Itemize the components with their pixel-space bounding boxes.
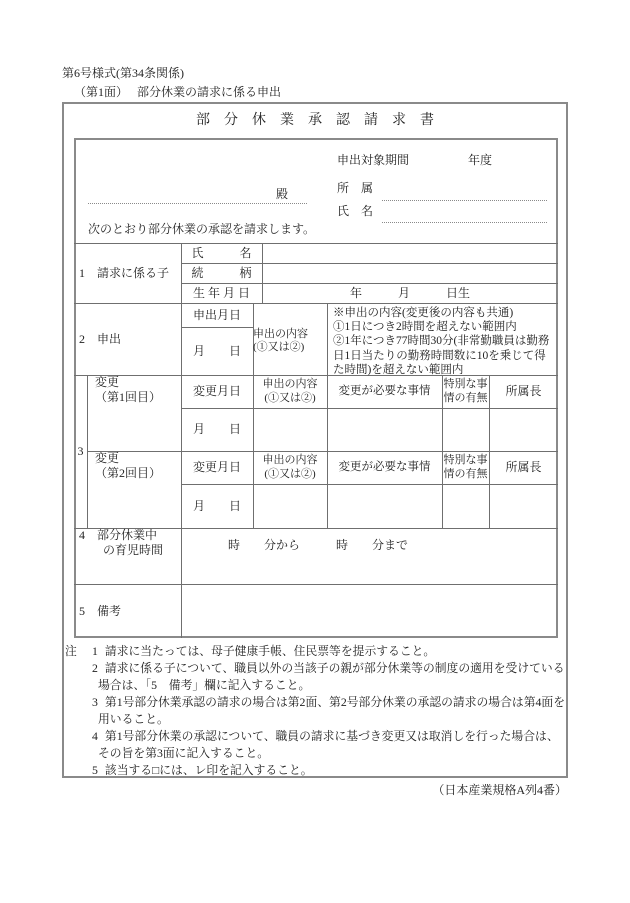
change1-content-line2: (①又は②) <box>264 391 316 404</box>
affiliation-write-line <box>382 199 547 201</box>
row3-change2-label <box>87 451 181 528</box>
note-item <box>65 660 567 694</box>
row2-limits-note <box>327 303 558 375</box>
change1-label-line2: （第1回目） <box>95 390 162 404</box>
note-number: 3 <box>92 695 98 709</box>
change2-label-line2: （第2回目） <box>95 466 162 480</box>
limits-note-line3: ②1年につき77時間30分(非常勤職員は勤務日1日当たりの勤務時間数に10を乗じて得た時間)を超えない範囲内 <box>333 335 550 376</box>
note-number: 2 <box>92 661 98 675</box>
note-item <box>65 643 567 660</box>
change2-content-line2: (①又は②) <box>264 467 316 480</box>
change2-approver-header: 所属長 <box>505 460 542 474</box>
limits-note-line2: ①1日につき2時間を超えない範囲内 <box>333 321 517 334</box>
notes-heading: 注 <box>65 644 77 658</box>
note-text: 請求に係る子について、職員以外の当該子の親が部分休業等の制度の適用を受けている場合は、「5 備考」欄に記入すること。 <box>98 661 565 692</box>
note-item <box>65 694 567 728</box>
change1-reason-header: 変更が必要な事情 <box>338 384 431 397</box>
addressee-suffix: 殿 <box>276 187 289 201</box>
addressee-write-line <box>88 202 307 204</box>
row2-application-date-header: 申出月日 <box>192 307 241 322</box>
change2-label-line1: 変更 <box>95 451 120 465</box>
row1-relationship-label: 続 柄 <box>191 265 252 280</box>
note-number: 5 <box>92 763 98 777</box>
note-text: 該当する□には、レ印を記入すること。 <box>104 763 313 777</box>
change2-content-header <box>253 451 327 484</box>
form-title: 部 分 休 業 承 認 請 求 書 <box>196 112 434 128</box>
note-text: 請求に当たっては、母子健康手帳、住民票等を提示すること。 <box>104 644 436 658</box>
target-period-label: 申出対象期間 <box>337 153 410 167</box>
affiliation-label: 所 属 <box>337 181 374 195</box>
change1-special-header <box>442 375 489 408</box>
change1-content-header <box>253 375 327 408</box>
change2-date-header: 変更月日 <box>192 460 241 474</box>
row1-birthdate-placeholder: 年 月 日生 <box>349 285 470 300</box>
change1-approver-header: 所属長 <box>505 384 542 398</box>
change2-special-header <box>442 451 489 484</box>
row2-label: 2 申出 <box>79 331 122 346</box>
row2-content-header-line2: (①又は②) <box>253 341 305 353</box>
change2-reason-header: 変更が必要な事情 <box>338 460 431 473</box>
note-item <box>65 728 567 762</box>
note-number: 1 <box>92 644 98 658</box>
change2-content-line1: 申出の内容 <box>262 454 318 466</box>
row1-child-name-label: 氏 名 <box>191 245 252 260</box>
form-number: 第6号様式(第34条関係) <box>62 66 184 80</box>
row1-birthdate-label: 生 年 月 日 <box>192 285 250 300</box>
row3-change1-label <box>87 375 181 451</box>
name-label: 氏 名 <box>337 204 374 218</box>
change1-content-line1: 申出の内容 <box>262 378 318 390</box>
note-number: 4 <box>92 729 98 743</box>
row5-label: 5 備考 <box>79 603 122 618</box>
notes-list <box>65 643 567 779</box>
change1-date-placeholder: 月 日 <box>192 422 241 436</box>
fiscal-year-label: 年度 <box>468 153 493 167</box>
change1-special-line1: 特別な事 <box>443 378 488 390</box>
change1-special-line2: 情の有無 <box>443 391 488 404</box>
change2-special-line1: 特別な事 <box>443 454 488 466</box>
row4-label-line2: の育児時間 <box>79 543 164 557</box>
jis-paper-size-label: （日本産業規格A列4番） <box>432 783 567 797</box>
row2-content-header-line1: 申出の内容 <box>253 327 308 340</box>
row4-time-placeholder: 時 分から 時 分まで <box>228 538 409 552</box>
limits-note-line1: ※申出の内容(変更後の内容も共通) <box>333 307 514 319</box>
change2-special-line2: 情の有無 <box>443 467 488 480</box>
name-write-line <box>382 221 547 223</box>
row4-label-line1: 4 部分休業中 <box>79 528 158 542</box>
page-face-label: （第1面） 部分休業の請求に係る申出 <box>74 85 282 99</box>
row1-label: 1 請求に係る子 <box>79 265 170 280</box>
note-text: 第1号部分休業の承認について、職員の請求に基づき変更又は取消しを行った場合は、その旨を第3面に記入すること。 <box>98 729 559 760</box>
note-item <box>65 762 567 779</box>
note-text: 第1号部分休業承認の請求の場合は第2面、第2号部分休業の承認の請求の場合は第4面を用いること。 <box>98 695 565 726</box>
change1-label-line1: 変更 <box>95 375 120 389</box>
row2-content-header <box>253 303 327 375</box>
change1-date-header: 変更月日 <box>192 384 241 398</box>
change2-date-placeholder: 月 日 <box>192 498 241 513</box>
declaration-text: 次のとおり部分休業の承認を請求します。 <box>88 222 316 236</box>
row3-number: 3 <box>77 444 84 458</box>
row2-date-placeholder: 月 日 <box>192 343 241 358</box>
row4-label <box>74 528 181 584</box>
